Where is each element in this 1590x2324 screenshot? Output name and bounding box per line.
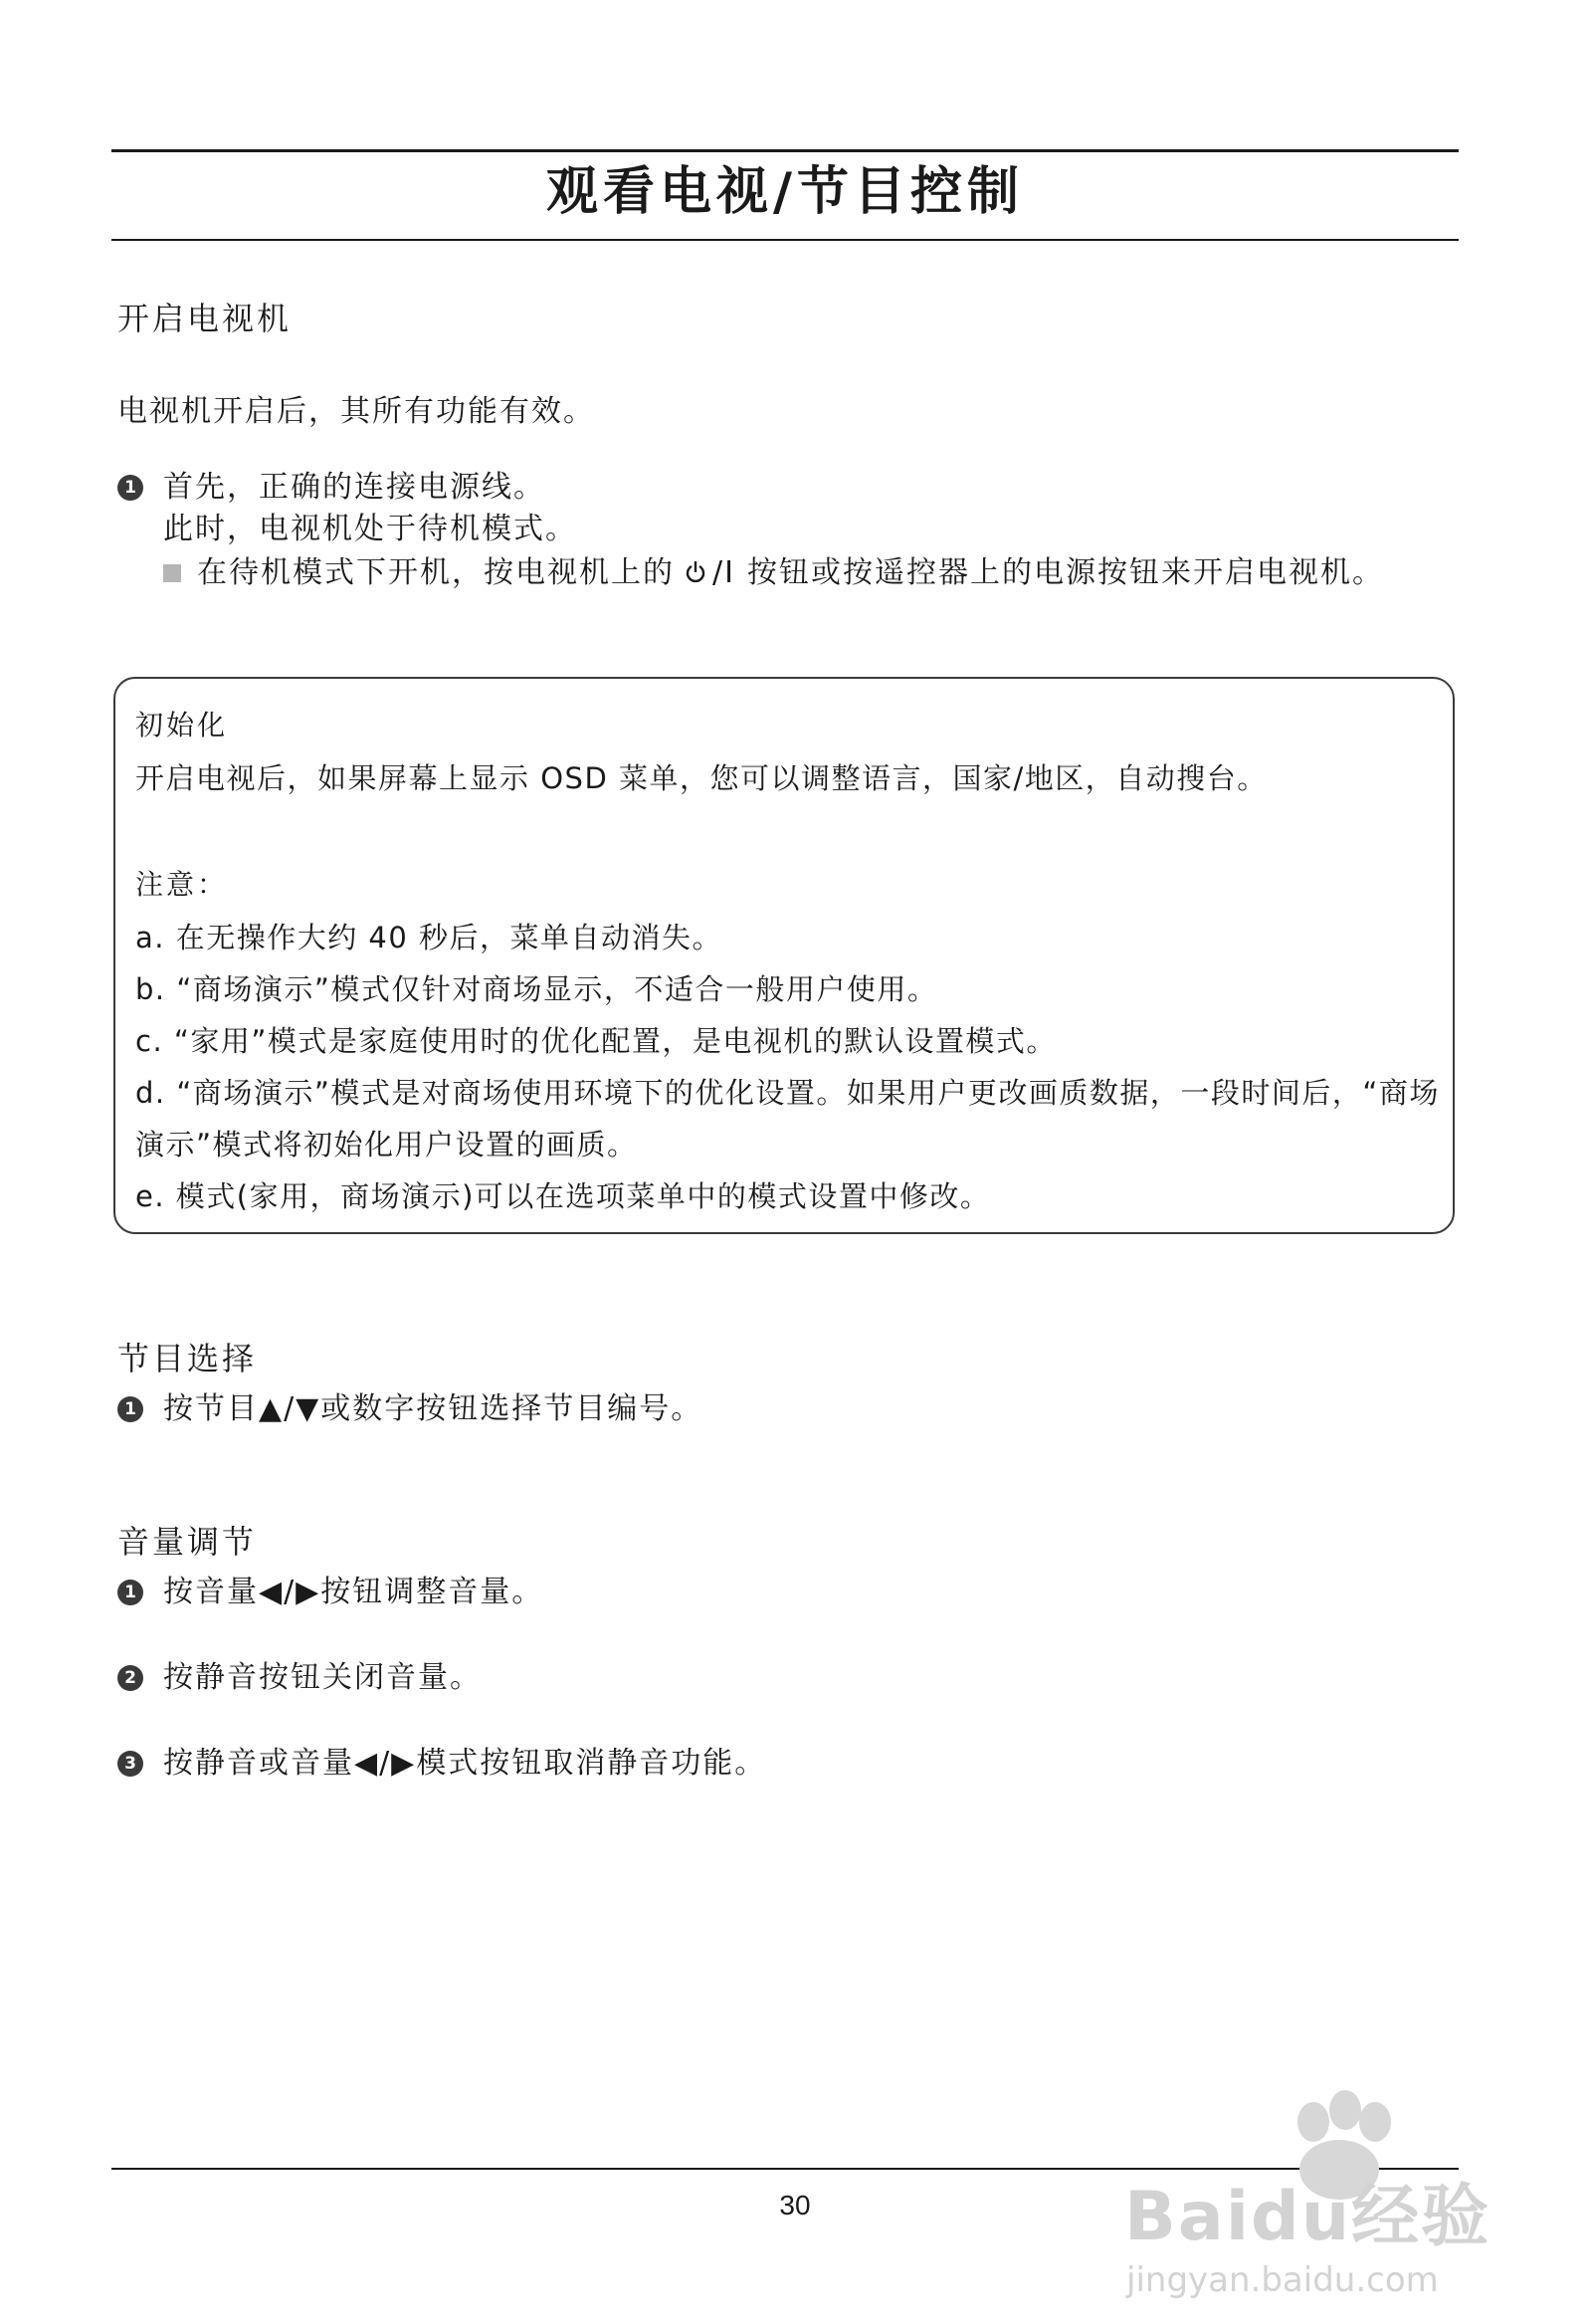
- power-on-bullet-after: 按钮或按遥控器上的电源按钮来开启电视机。: [746, 555, 1384, 590]
- volume-step-1-text: 按音量◀/▶按钮调整音量。: [163, 1575, 544, 1609]
- power-on-intro: 电视机开启后，其所有功能有效。: [117, 394, 595, 429]
- power-on-bullet: [163, 553, 1384, 593]
- section-heading-power-on: 开启电视机: [117, 300, 293, 337]
- volume-step-2: [117, 1658, 482, 1698]
- init-note-b: b. “商场演示”模式仅针对商场显示，不适合一般用户使用。: [135, 972, 938, 1006]
- init-note-c: c. “家用”模式是家庭使用时的优化配置，是电视机的默认设置模式。: [135, 1024, 1057, 1058]
- power-standby-icon: [685, 558, 706, 588]
- step-number-1-icon: 1: [117, 1396, 143, 1422]
- watermark-url: jingyan.baidu.com: [1126, 2260, 1439, 2300]
- page-number: 30: [779, 2190, 811, 2220]
- program-step-1: [117, 1389, 702, 1429]
- power-on-step-1-line2: 此时，电视机处于待机模式。: [163, 512, 577, 546]
- power-on-step-1: [117, 468, 545, 508]
- power-symbol-text: /I: [712, 555, 735, 590]
- volume-step-3: [117, 1744, 766, 1784]
- power-on-bullet-before: 在待机模式下开机，按电视机上的: [197, 555, 675, 590]
- init-box-heading: 初始化: [135, 709, 229, 741]
- init-note-a: a. 在无操作大约 40 秒后，菜单自动消失。: [135, 921, 723, 954]
- program-step-1-text: 按节目▲/▼或数字按钮选择节目编号。: [163, 1391, 703, 1426]
- section-heading-volume: 音量调节: [117, 1523, 258, 1561]
- init-note-d: d. “商场演示”模式是对商场使用环境下的优化设置。如果用户更改画质数据，一段时间后，“商场: [135, 1076, 1440, 1110]
- section-heading-program: 节目选择: [117, 1340, 258, 1377]
- title-top-rule: [111, 149, 1459, 152]
- power-on-step-1-text: 首先，正确的连接电源线。: [163, 470, 545, 505]
- step-number-1-icon: 1: [117, 1580, 143, 1605]
- step-number-2-icon: 2: [117, 1665, 143, 1691]
- baidu-watermark: [1114, 2070, 1492, 2309]
- init-note-heading: 注意：: [135, 868, 229, 901]
- watermark-brand: Baidu经验: [1124, 2178, 1491, 2256]
- page-title: 观看电视/节目控制: [546, 162, 1024, 222]
- title-bottom-rule: [111, 239, 1459, 241]
- volume-step-2-text: 按静音按钮关闭音量。: [163, 1660, 482, 1695]
- square-bullet-icon: [163, 564, 181, 582]
- step-number-1-icon: 1: [117, 475, 143, 501]
- volume-step-3-text: 按静音或音量◀/▶模式按钮取消静音功能。: [163, 1746, 767, 1781]
- init-note-d-cont: 演示”模式将初始化用户设置的画质。: [135, 1128, 638, 1162]
- volume-step-1: [117, 1573, 543, 1612]
- step-number-3-icon: 3: [117, 1751, 143, 1777]
- init-box-text: 开启电视后，如果屏幕上显示 OSD 菜单，您可以调整语言，国家/地区，自动搜台。: [135, 761, 1268, 795]
- init-note-e: e. 模式(家用，商场演示)可以在选项菜单中的模式设置中修改。: [135, 1179, 991, 1213]
